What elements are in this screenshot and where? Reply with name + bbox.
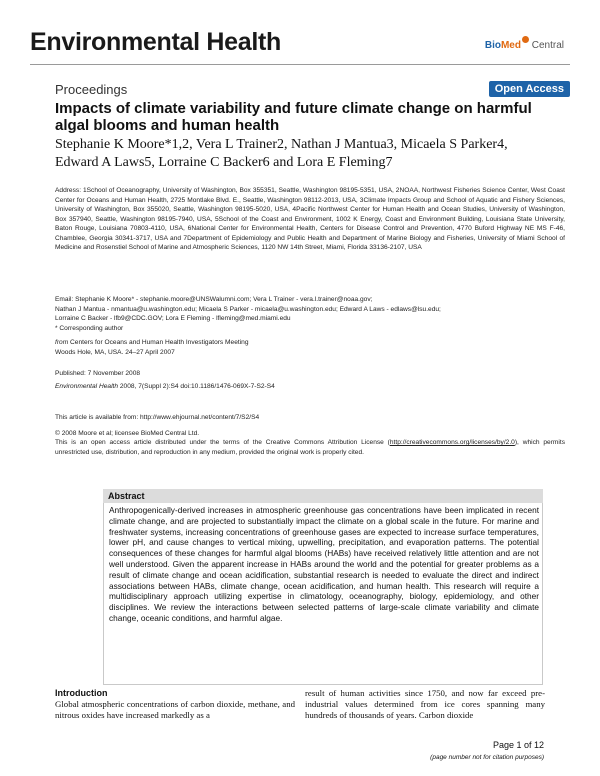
page-number: Page 1 of 12 (492, 740, 544, 750)
published-date: Published: 7 November 2008 (55, 370, 141, 377)
author-list (55, 136, 565, 172)
article-title: Impacts of climate variability and future climate change on harmful algal blooms and human health (55, 100, 532, 134)
author-emails (55, 295, 565, 324)
introduction-heading: Introduction (55, 688, 108, 698)
abstract-text: Anthropogenically-derived increases in atmospheric greenhouse gas concentrations have been implicated in recent climate change, and are projected to substantially impact the climate on a global scale in the future. For marine and freshwater systems, increasing concentrations of greenhouse gases are expected to increase surface temperatures, lower pH, and cause changes to vertical mixing, upwelling, precipitation, and evaporation patterns. The potential consequences of these changes for harmful algal blooms (HABs) have received relatively little attention and are not well understood. Given the apparent increase in HABs around the world and the potential for greater problems as a result of climate change and ocean acidification, substantial research is needed to evaluate the direct and indirect associations between HABs, climate change, ocean acidification, and human health. This research will require a multidisciplinary approach utilizing expertise in climatology, oceanography, biology, epidemiology, and other disciplines. We review the interactions between selected patterns of large-scale climate variability and climate change, oceanic conditions, and harmful algae. (109, 505, 539, 623)
journal-title: Environmental Health (30, 28, 281, 56)
corresponding-author: * Corresponding author (55, 325, 124, 332)
header-divider (30, 64, 570, 65)
body-column-left: Global atmospheric concentrations of carbon dioxide, methane, and nitrous oxides have increased markedly as a (55, 699, 295, 720)
license-link[interactable]: http://creativecommons.org/licenses/by/2.0 (389, 439, 515, 446)
author-line-2: Edward A Laws5, Lorraine C Backer6 and Lora E Fleming7 (55, 155, 393, 170)
copyright: © 2008 Moore et al; licensee BioMed Central Ltd. (55, 430, 200, 437)
email-line-1: Email: Stephanie K Moore* - stephanie.moore@UNSWalumni.com; Vera L Trainer - vera.l.trainer@noaa.gov; (55, 296, 373, 303)
publisher-mark-icon (522, 36, 529, 43)
page-note: (page number not for citation purposes) (430, 754, 544, 761)
publisher-logo: BioMed Central (485, 36, 564, 51)
meeting-info: from Centers for Oceans and Human Health Investigators Meeting Woods Hole, MA, USA. 24–27 April 2007 (55, 339, 249, 356)
article-url[interactable]: This article is available from: http://www.ehjournal.net/content/7/S2/S4 (55, 414, 260, 421)
license-text: This is an open access article distributed under the terms of the Creative Commons Attribution License (http://creativecommons.org/licenses/by/2.0), which permits unrestricted use, distribution, and reproduction in any medium, provided the original work is properly cited. (55, 439, 565, 456)
abstract-heading: Abstract (103, 489, 543, 503)
affiliations: Address: 1School of Oceanography, University of Washington, Box 355351, Seattle, Washington 98195-5351, USA, 2NOAA, Northwest Fisheries Science Center, West Coast Center for Oceans and Human Health, 2725 Montlake Blvd. E., Seattle, Washington 98112-2013, USA, 3Climate Impacts Group and School of Aquatic and Fishery Sciences, University of Washington, Box 355020, Seattle, Washington 98195-5020, USA, 4Pacific Northwest Center for Human Health and Ocean Studies, University of Washington, Box 357940, Seattle, Washington 98195-7940, USA, 5School of the Coast and Environment, 1002 K Energy, Coast and Environment Building, Louisiana State University, Baton Rouge, Louisiana 70803-4110, USA, 6National Center for Environmental Health, Centers for Disease Control and Prevention, 4770 Buford Highway NE MS F-46, Chamblee, Georgia 30341-3717, USA and 7Department of Epidemiology and Public Health and Department of Marine Biology and Fisheries, University of Miami School of Medicine and Rosenstiel School of Marine and Atmospheric Sciences, 1120 NW 14th Street, Miami, Florida 33136-2107, USA (55, 187, 565, 251)
section-label: Proceedings (55, 82, 128, 97)
citation: Environmental Health 2008, 7(Suppl 2):S4 doi:10.1186/1476-069X-7-S2-S4 (55, 383, 275, 390)
email-line-2: Nathan J Mantua - nmantua@u.washington.edu; Micaela S Parker - micaela@u.washington.edu; Edward A Laws - edlaws@lsu.edu; (55, 305, 441, 313)
email-line-3: Lorraine C Backer - lfb9@CDC.GOV; Lora E Fleming - lfleming@med.miami.edu (55, 315, 291, 322)
author-line-1: Stephanie K Moore*1,2, Vera L Trainer2, Nathan J Mantua3, Micaela S Parker4, (55, 137, 508, 152)
open-access-badge: Open Access (489, 81, 570, 97)
body-column-right: result of human activities since 1750, and now far exceed pre-industrial values determined from ice cores spanning many hundreds of thousands of years. Carbon dioxide (305, 688, 545, 720)
